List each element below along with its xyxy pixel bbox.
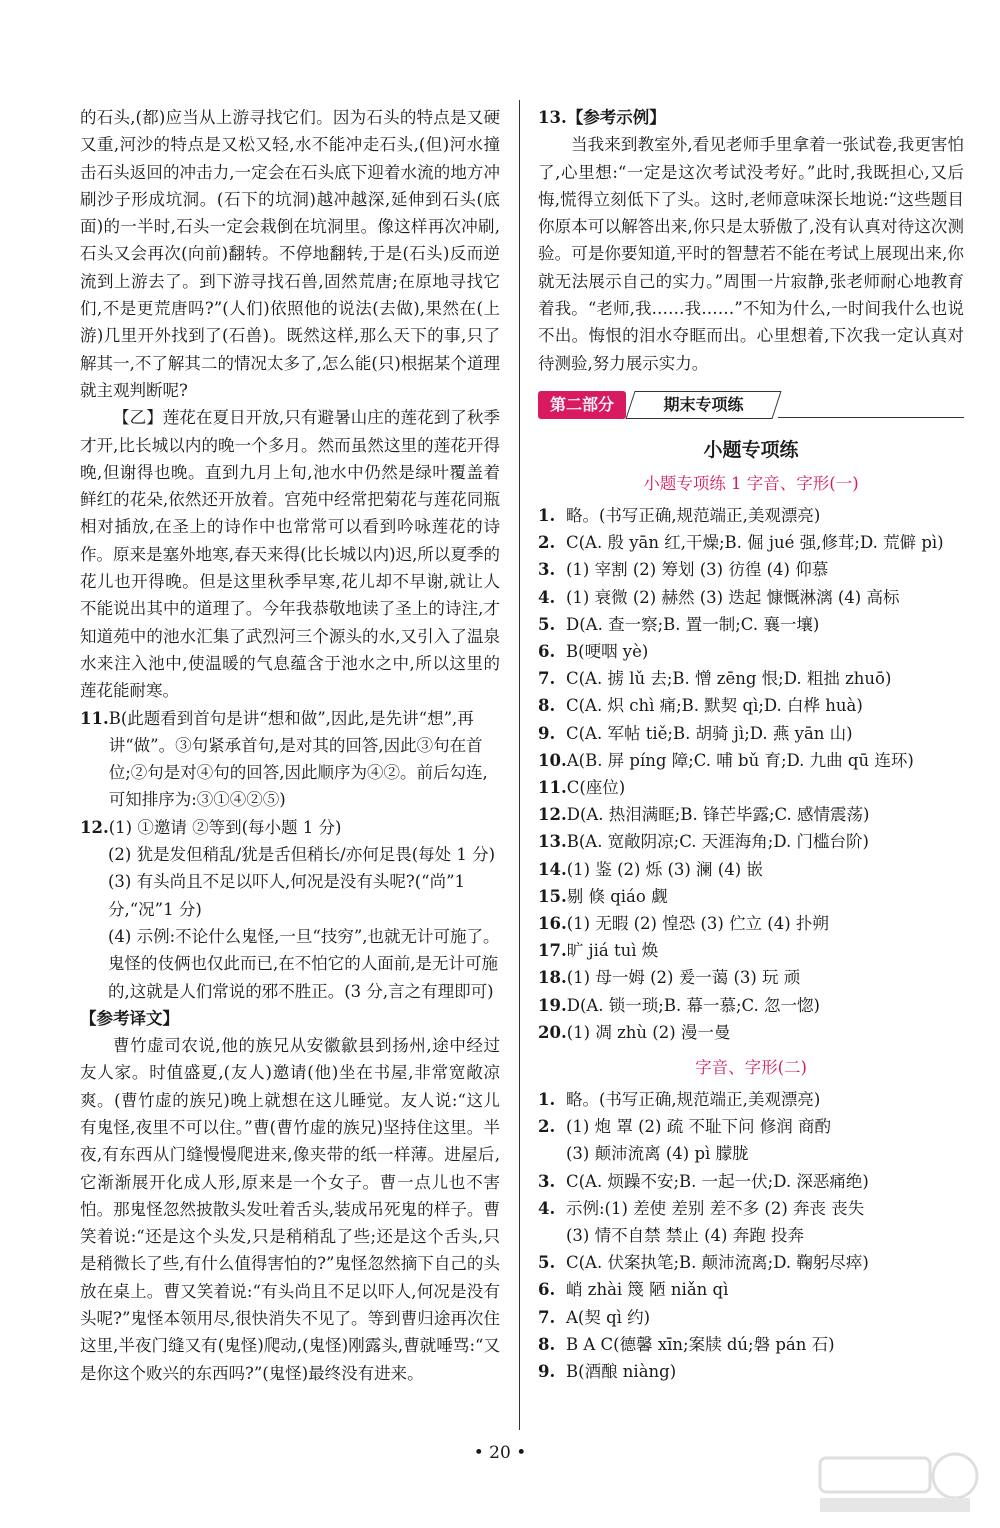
- answer-item: [538, 529, 964, 556]
- answer-item: [538, 964, 964, 991]
- answer-item: [538, 638, 964, 665]
- translation-paragraph-jia: 的石头,(都)应当从上游寻找它们。因为石头的特点是又硬又重,河沙的特点是又松又轻,水不能冲走石头,(但)河水撞击石头返回的冲击力,一定会在石头底下迎着水流的地方冲刷沙子形成坑洞。(石下的坑洞)越冲越深,延伸到石头(底面)的一半时,石头一定会栽倒在坑洞里。像这样再次冲刷,石头又会再次(向前)翻转。不停地翻转,于是(石头)反而逆流到上游去了。到下游寻找石兽,固然荒唐;在原地寻找它们,不是更荒唐吗?”(人们)依照他的说法(去做),果然在(上游)几里开外找到了(石兽)。既然这样,那么天下的事,只了解其一,不了解其二的情况太多了,怎么能(只)根据某个道理就主观判断呢?: [80, 108, 500, 400]
- answer-number: 1.: [538, 1090, 556, 1110]
- answer-number: 19.: [538, 995, 567, 1015]
- reference-translation-header: 【参考译文】: [80, 1008, 179, 1028]
- answer-item: [538, 720, 964, 747]
- answer-text: C(座位): [566, 778, 626, 797]
- answer-number: 10.: [538, 750, 567, 770]
- answer-text: (1) 炮 罩 (2) 疏 不耻下问 修润 商酌: [566, 1117, 831, 1137]
- answer-item: [538, 1304, 964, 1331]
- answer-text: D(A. 查一察;B. 置一制;C. 襄一壤): [566, 614, 820, 634]
- answer-text: 示例:(1) 差使 差别 差不多 (2) 奔丧 丧失: [566, 1198, 865, 1218]
- answer-number: 11.: [538, 778, 567, 797]
- answer-text: 剔 倏 qiáo 觑: [566, 886, 668, 906]
- answer-text: (1) 鉴 (2) 烁 (3) 澜 (4) 嵌: [566, 859, 763, 879]
- answer-number: 16.: [538, 914, 567, 934]
- answer-number: 6.: [538, 1280, 556, 1300]
- answer-list-2: [538, 1086, 964, 1385]
- subsection-title-1: 小题专项练 1 字音、字形(一): [643, 473, 859, 493]
- answer-item: [538, 1276, 964, 1303]
- answer-number: 1.: [538, 505, 556, 525]
- answer-number: 7.: [538, 1307, 556, 1327]
- answer-number: 20.: [538, 1022, 567, 1042]
- subsection-title-2: 字音、字形(二): [695, 1058, 807, 1078]
- answer-item: [538, 502, 964, 529]
- part-title: 期末专项练: [663, 394, 744, 414]
- answer-text: C(A. 烦躁不安;B. 一起一伏;D. 深恶痛绝): [566, 1171, 869, 1191]
- column-divider: [519, 100, 520, 1430]
- answer-item: [538, 856, 964, 883]
- answer-line: (4) 示例:不论什么鬼怪,一旦“技穷”,也就无计可施了。鬼怪的伎俩也仅此而已,在不怕它的人面前,是无计可施的,这就是人们常说的邪不胜正。(3 分,言之有理即可): [108, 926, 500, 1001]
- answer-text: B A C(德馨 xīn;案牍 dú;磐 pán 石): [566, 1334, 835, 1354]
- answer-number: 12.: [538, 805, 567, 825]
- answer-text: 略。(书写正确,规范端正,美观漂亮): [566, 505, 821, 525]
- answer-number: 4.: [538, 1198, 556, 1218]
- answer-line: (3) 有头尚且不足以吓人,何况是没有头呢?(“尚”1 分,“况”1 分): [108, 872, 466, 919]
- answer-item: [538, 747, 964, 774]
- answer-number: 13.: [538, 832, 567, 852]
- answer-text: D(A. 锁一琐;B. 幕一慕;C. 忽一惚): [566, 995, 820, 1015]
- answer-text: (3) 颠沛流离 (4) pì 朦胧: [566, 1144, 749, 1164]
- answer-text: 峭 zhài 篾 陋 niǎn qì: [566, 1280, 729, 1300]
- answer-text: 旷 jiá tuì 焕: [566, 941, 659, 961]
- answer-number: 18.: [538, 968, 567, 988]
- answer-number: 2.: [538, 533, 556, 553]
- question-13-header: 13.【参考示例】: [538, 108, 666, 127]
- answer-item: [538, 584, 964, 611]
- answer-number: 8.: [538, 696, 556, 716]
- part-title-box: [625, 391, 781, 419]
- answer-line: (2) 犹是发但稍乱/犹是舌但稍长/亦何足畏(每处 1 分): [108, 845, 496, 865]
- answer-text: C(A. 殷 yān 红,干燥;B. 倔 jué 强,修茸;D. 荒僻 pì): [566, 533, 944, 553]
- answer-item: [538, 1168, 964, 1195]
- answer-number: 5.: [538, 1253, 556, 1273]
- answer-item: [538, 774, 964, 801]
- right-column: [538, 104, 964, 1385]
- answer-text: C(A. 伏案执笔;B. 颠沛流离;D. 鞠躬尽瘁): [566, 1253, 869, 1273]
- answer-number: 5.: [538, 614, 556, 634]
- answer-number: 3.: [538, 560, 556, 580]
- answer-item: [538, 611, 964, 638]
- answer-text: B(酒酿 niàng): [566, 1362, 677, 1382]
- page-number: • 20 •: [473, 1443, 527, 1463]
- answer-number: 15.: [538, 886, 567, 906]
- answer-item: [538, 665, 964, 692]
- answer-item: [538, 910, 964, 937]
- answer-text: A(B. 屏 píng 障;C. 哺 bǔ 育;D. 九曲 qū 连环): [566, 750, 914, 770]
- answer-item: [538, 1195, 964, 1222]
- answer-text: C(A. 炽 chì 痛;B. 默契 qì;D. 白桦 huà): [566, 696, 863, 716]
- answer-item: [538, 992, 964, 1019]
- section-title: 小题专项练: [703, 438, 799, 461]
- answer-item: [538, 937, 964, 964]
- answer-number: [538, 1222, 566, 1249]
- answer-number: 9.: [538, 723, 556, 743]
- answer-text: (1) 无暇 (2) 惶恐 (3) 伫立 (4) 扑朔: [566, 914, 829, 934]
- part-banner: [538, 391, 964, 421]
- answer-number: 7.: [538, 669, 556, 689]
- answer-text: B(A. 宽敞阴凉;C. 天涯海角;D. 门槛台阶): [566, 832, 869, 852]
- question-number: 12.: [80, 817, 109, 837]
- answer-number: 6.: [538, 641, 556, 661]
- question-answer: B(此题看到首句是讲“想和做”,因此,是先讲“想”,再讲“做”。③句紧承首句,是对其的回答,因此③句在首位;②句是对④句的回答,因此顺序为④②。前后勾连,可知排序为:③①④②⑤): [108, 708, 488, 810]
- part-label: 第二部分: [538, 391, 626, 419]
- answer-item: [538, 883, 964, 910]
- answer-number: 14.: [538, 859, 567, 879]
- answer-item: [538, 692, 964, 719]
- question-12: [80, 814, 500, 841]
- answer-item: [538, 1140, 964, 1167]
- left-column: [80, 104, 500, 1387]
- answer-item: [538, 1331, 964, 1358]
- answer-number: 9.: [538, 1362, 556, 1382]
- answer-text: (1) 衰微 (2) 赫然 (3) 迭起 慷慨淋漓 (4) 高标: [566, 587, 900, 607]
- translation-paragraph-yi: 【乙】莲花在夏日开放,只有避暑山庄的莲花到了秋季才开,比长城以内的晚一个多月。然而虽然这里的莲花开得晚,但谢得也晚。直到九月上旬,池水中仍然是绿叶覆盖着鲜红的花朵,依然还开放着。宫苑中经常把菊花与莲花同瓶相对插放,在圣上的诗作中也常常可以看到吟咏莲花的诗作。原来是塞外地寒,春天来得(比长城以内)迟,所以夏季的花儿也开得晚。但是这里秋季早寒,花儿却不早谢,就让人不能说出其中的道理了。今年我恭敬地读了圣上的诗注,才知道苑中的池水汇集了武烈河三个源头的水,又引入了温泉水来注入池中,使温暖的气息蕴含于池水之中,所以这里的莲花能耐寒。: [80, 408, 500, 701]
- answer-text: (1) 宰割 (2) 筹划 (3) 彷徨 (4) 仰慕: [566, 560, 829, 580]
- answer-text: 略。(书写正确,规范端正,美观漂亮): [566, 1090, 821, 1110]
- answer-text: C(A. 军帖 tiě;B. 胡骑 jì;D. 燕 yān 山): [566, 723, 853, 743]
- question-13-sample: 当我来到教室外,看见老师手里拿着一张试卷,我更害怕了,心里想:“一定是这次考试没考好。”此时,我既担心,又后悔,慌得立刻低下了头。这时,老师意味深长地说:“这些题目你原本可以解答出来,你只是太骄傲了,没有认真对待这次测验。可是你要知道,平时的智慧若不能在考试上展现出来,你就无法展示自己的实力。”周围一片寂静,张老师耐心地教育着我。“老师,我……我……”不知为什么,一时间我什么也说不出。悔恨的泪水夺眶而出。心里想着,下次我一定认真对待测验,努力展示实力。: [538, 135, 964, 373]
- question-number: 11.: [80, 708, 109, 728]
- watermark-logo: [810, 1448, 980, 1518]
- answer-number: 3.: [538, 1171, 556, 1191]
- answer-item: [538, 1222, 964, 1249]
- answer-text: C(A. 掳 lǔ 去;B. 憎 zēng 恨;D. 粗拙 zhuō): [566, 669, 892, 689]
- answer-text: A(契 qì 约): [566, 1307, 651, 1327]
- question-11: [80, 705, 500, 814]
- answer-item: [538, 801, 964, 828]
- answer-text: (3) 情不自禁 禁止 (4) 奔跑 投奔: [566, 1226, 804, 1246]
- answer-item: [538, 1358, 964, 1385]
- answer-item: [538, 1249, 964, 1276]
- answer-item: [538, 1019, 964, 1046]
- answer-text: (1) 凋 zhù (2) 漫一曼: [566, 1022, 731, 1042]
- answer-text: D(A. 热泪满眶;B. 锋芒毕露;C. 感情震荡): [566, 805, 870, 825]
- question-answer: (1) ①邀请 ②等到(每小题 1 分): [108, 817, 342, 837]
- banner-rule: [778, 417, 964, 418]
- answer-item: [538, 556, 964, 583]
- answer-text: (1) 母一姆 (2) 爰一蔼 (3) 玩 顽: [566, 968, 801, 988]
- answer-list-1: [538, 502, 964, 1046]
- reference-translation-text: 曹竹虚司农说,他的族兄从安徽歙县到扬州,途中经过友人家。时值盛夏,(友人)邀请(他)坐在书屋,非常宽敞凉爽。(曹竹虚的族兄)晚上就想在这儿睡觉。友人说:“这儿有鬼怪,夜里不可以住。”曹(曹竹虚的族兄)坚持住这里。半夜,有东西从门缝慢慢爬进来,像夹带的纸一样薄。进屋后,它渐渐展开化成人形,原来是一个女子。曹一点儿也不害怕。那鬼怪忽然披散头发吐着舌头,装成吊死鬼的样子。曹笑着说:“还是这个头发,只是稍稍乱了些;还是这个舌头,只是稍微长了些,有什么值得害怕的?”鬼怪忽然摘下自己的头放在桌上。曹又笑着说:“有头尚且不足以吓人,何况是没有头呢?”鬼怪本领用尽,很快消失不见了。等到曹归途再次住这里,半夜门缝又有(鬼怪)爬动,(鬼怪)刚露头,曹就唾骂:“又是你这个败兴的东西吗?”(鬼怪)最终没有进来。: [80, 1036, 500, 1383]
- answer-item: [538, 1086, 964, 1113]
- answer-number: [538, 1140, 566, 1167]
- answer-number: 8.: [538, 1334, 556, 1354]
- answer-number: 4.: [538, 587, 556, 607]
- answer-text: B(哽咽 yè): [566, 641, 649, 661]
- answer-number: 2.: [538, 1117, 556, 1137]
- answer-item: [538, 1113, 964, 1140]
- answer-number: 17.: [538, 941, 567, 961]
- answer-item: [538, 828, 964, 855]
